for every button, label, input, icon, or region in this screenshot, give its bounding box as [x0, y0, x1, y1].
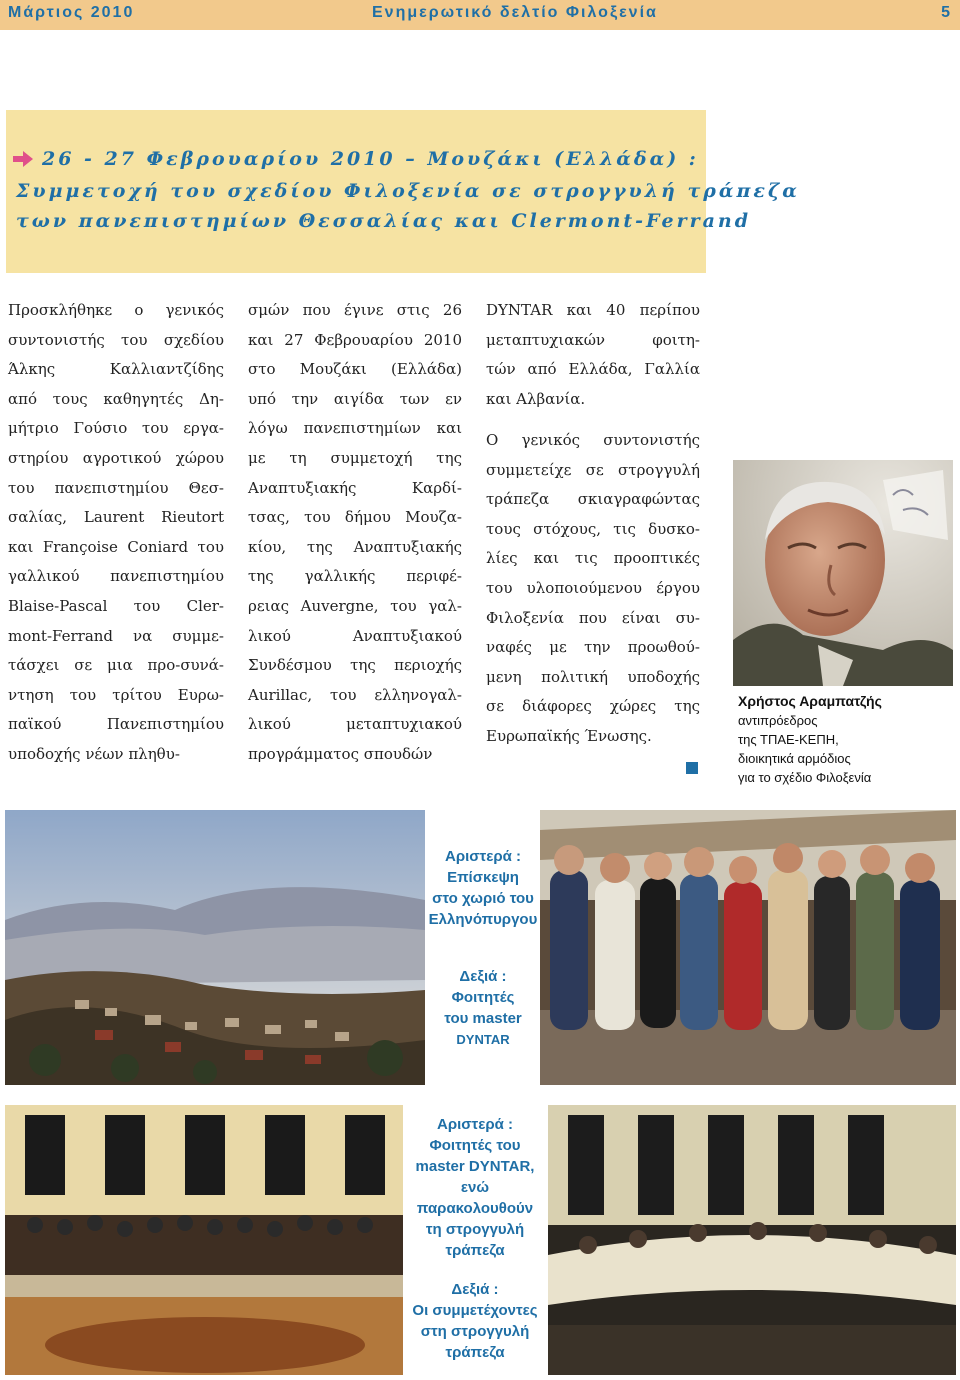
text-line: ντηση του τρίτου Ευρω-	[8, 685, 224, 704]
text-line: σμών που έγινε στις 26	[248, 301, 462, 319]
article-title-line-2: Συμμετοχή του σχεδίου Φιλοξενία σε στρογγυλή τράπεζα	[16, 180, 800, 202]
text-line: μήτριο Γούσιο του εργα-	[8, 419, 224, 438]
text-line: τάσχει σε μια προ-συνά-	[8, 656, 224, 675]
caption-left-text-3: Ελληνόπυργου	[428, 911, 538, 928]
text-line: συμμετείχε σε στρογγυλή	[486, 460, 700, 479]
portrait-caption-org: της ΤΠΑΕ-ΚΕΠΗ,	[738, 732, 839, 747]
text-line: κίου, της Αναπτυξιακής	[248, 537, 462, 556]
text-line: τους στόχους, τις δυσκο-	[486, 519, 700, 538]
caption-right-text-1: Οι συμμετέχοντες	[412, 1302, 538, 1319]
caption-right-text-3: τράπεζα	[445, 1344, 505, 1361]
text-line: σαλίας, Laurent Rieutort	[8, 508, 224, 527]
portrait-caption-project: για το σχέδιο Φιλοξενία	[738, 770, 872, 785]
caption-right-text-2: του master	[444, 1010, 522, 1027]
caption-left-text-6: τράπεζα	[445, 1242, 505, 1259]
text-line: λικού Αναπτυξιακού	[248, 626, 462, 645]
text-line: υπό την αιγίδα των εν	[248, 389, 462, 408]
caption-left-text-5: τη στρογγυλή	[425, 1221, 525, 1238]
text-line: λίες και τις προοπτικές	[486, 549, 700, 568]
portrait-photo	[733, 460, 953, 686]
portrait-caption-role: αντιπρόεδρος	[738, 713, 818, 728]
students-photo	[540, 810, 956, 1085]
end-of-article-mark	[686, 762, 698, 774]
text-line: προγράμματος σπουδών	[248, 744, 433, 763]
text-line: τών από Ελλάδα, Γαλλία	[486, 360, 700, 379]
caption-left-text-2: στο χωριό του	[432, 890, 534, 907]
text-line: γαλλικού πανεπιστημίου	[8, 567, 224, 586]
text-line: mont-Ferrand να συμμε-	[8, 626, 224, 645]
text-line: τράπεζα σκιαγραφώντας	[486, 490, 700, 509]
text-line: του πανεπιστημίου Θεσ-	[8, 478, 224, 497]
text-line: DYNTAR και 40 περίπου	[486, 301, 700, 319]
text-line: Aurillac, του ελληνογαλ-	[248, 685, 462, 704]
text-line: Άλκης Καλλιαντζίδης	[8, 360, 224, 379]
caption-left-text-2: master DYNTAR,	[415, 1158, 535, 1175]
text-line: και 27 Φεβρουαρίου 2010	[248, 330, 462, 349]
caption-right-text-2: στη στρογγυλή	[420, 1323, 530, 1340]
arrow-right-icon	[12, 150, 34, 168]
text-line: ναφές με την προωθού-	[486, 638, 700, 657]
caption-left-label: Αριστερά :	[436, 1116, 514, 1133]
text-line: λόγω πανεπιστημίων και	[248, 419, 462, 438]
text-line: Ο γενικός συντονιστής	[486, 431, 700, 449]
text-line: στο Μουζάκι (Ελλάδα)	[248, 360, 462, 379]
page-header	[0, 0, 960, 30]
village-photo	[5, 810, 425, 1085]
text-line: τσας, του δήμου Μουζα-	[248, 508, 462, 527]
text-line: Συνδέσμου της περιοχής	[248, 656, 462, 675]
portrait-caption-duty: διοικητικά αρμόδιος	[738, 751, 851, 766]
portrait-caption-name: Χρήστος Αραμπατζής	[738, 693, 882, 709]
caption-left-label: Αριστερά :	[444, 848, 522, 865]
page-number: 5	[941, 4, 950, 21]
newsletter-title: Ενημερωτικό δελτίο Φιλοξενία	[372, 4, 658, 21]
text-line: στηρίου αγροτικού χώρου	[8, 448, 224, 467]
text-line: Ευρωπαϊκής Ένωσης.	[486, 726, 652, 745]
text-line: του υλοποιούμενου έργου	[486, 578, 700, 597]
text-line: λικού μεταπτυχιακού	[248, 715, 462, 734]
caption-right-label: Δεξιά :	[459, 968, 507, 985]
caption-left-text-1: Φοιτητές του	[429, 1137, 521, 1154]
article-column-1	[8, 296, 224, 770]
round-table-photo	[548, 1105, 956, 1375]
article-title-line-1: 26 - 27 Φεβρουαρίου 2010 – Μουζάκι (Ελλάδα) :	[42, 148, 699, 170]
caption-right-label: Δεξιά :	[451, 1281, 499, 1298]
text-line: της γαλλικής περιφέ-	[248, 567, 462, 586]
text-line: με τη συμμετοχή της	[248, 448, 462, 467]
text-line: Προσκλήθηκε ο γενικός	[8, 301, 224, 319]
text-line: και Αλβανία.	[486, 389, 586, 408]
caption-right-text-1: Φοιτητές	[451, 989, 515, 1006]
middle-photos-caption	[426, 846, 540, 1050]
text-line: ρειας Auvergne, του γαλ-	[248, 596, 462, 615]
portrait-caption	[738, 692, 938, 787]
text-line: από τους καθηγητές Δη-	[8, 389, 224, 408]
text-line: Φιλοξενία που είναι συ-	[486, 608, 700, 627]
text-line: συντονιστής του σχεδίου	[8, 330, 224, 349]
text-line: Αναπτυξιακής Καρδί-	[248, 478, 462, 497]
text-line: μενη πολιτική υποδοχής	[486, 667, 700, 686]
caption-left-text-1: Επίσκεψη	[447, 869, 519, 886]
text-line: Blaise-Pascal του Cler-	[8, 596, 224, 615]
audience-photo	[5, 1105, 403, 1375]
text-line: μεταπτυχιακών φοιτη-	[486, 330, 700, 349]
article-title-banner	[6, 110, 800, 273]
caption-left-text-4: παρακολουθούν	[416, 1200, 534, 1217]
bottom-photos-caption	[405, 1114, 545, 1363]
article-column-3-para-1	[486, 296, 700, 414]
text-line: σε διάφορες χώρες της	[486, 697, 700, 716]
text-line: και Françoise Coniard του	[8, 537, 224, 556]
article-column-3-para-2	[486, 426, 700, 752]
caption-right-text-3: DYNTAR	[456, 1032, 510, 1047]
text-line: υποδοχής νέων πληθυ-	[8, 744, 180, 763]
article-title-line-3: των πανεπιστημίων Θεσσαλίας και Clermont-Ferrand	[16, 210, 752, 232]
text-line: παϊκού Πανεπιστημίου	[8, 715, 224, 734]
caption-left-text-3: ενώ	[460, 1179, 490, 1196]
issue-date: Μάρτιος 2010	[8, 4, 135, 21]
article-column-2	[248, 296, 462, 770]
